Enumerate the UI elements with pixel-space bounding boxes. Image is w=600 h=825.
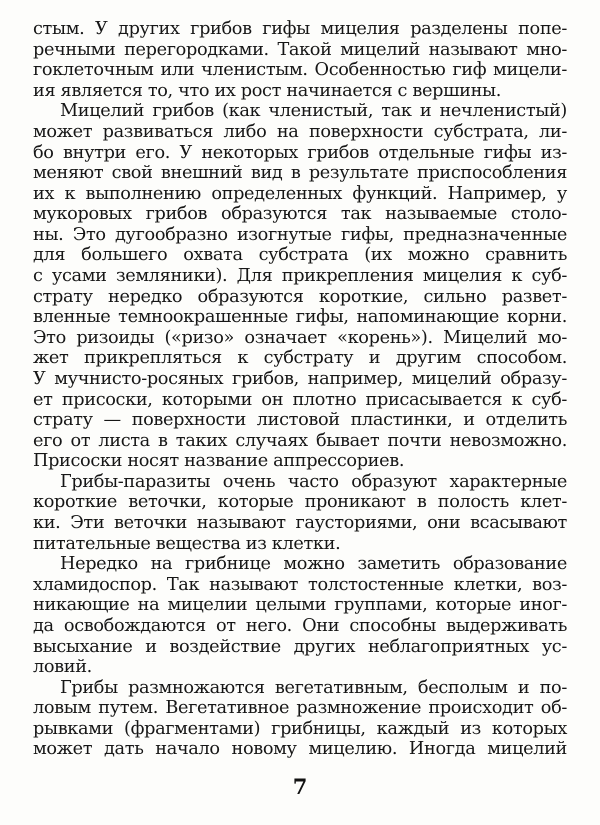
text-line: бо внутри его. У некоторых грибов отдельные гифы из- bbox=[33, 142, 567, 163]
text-line: меняют свой внешний вид в результате приспособления bbox=[33, 163, 567, 184]
paragraph-start-line: Мицелий грибов (как членистый, так и нечленистый) bbox=[60, 101, 567, 122]
page-number: 7 bbox=[292, 774, 308, 799]
text-line: вленные темноокрашенные гифы, напоминающие корни. bbox=[33, 307, 567, 328]
text-line: жет прикрепляться к субстрату и другим способом. bbox=[33, 348, 567, 369]
text-line: питательные вещества из клетки. bbox=[33, 533, 341, 554]
text-line: рывками (фрагментами) грибницы, каждый из которых bbox=[33, 718, 567, 739]
text-line: страту нередко образуются короткие, сильно развет- bbox=[33, 286, 567, 307]
paragraph-start-line: Грибы-паразиты очень часто образуют характерные bbox=[60, 471, 567, 492]
text-line: его от листа в таких случаях бывает почти невозможно. bbox=[33, 430, 567, 451]
text-line: может развиваться либо на поверхности субстрата, ли- bbox=[33, 121, 567, 142]
text-line: стым. У других грибов гифы мицелия разделены попе- bbox=[33, 19, 567, 39]
paragraph-start-line: Грибы размножаются вегетативным, бесполым и по- bbox=[60, 677, 567, 698]
text-line: может дать начало новому мицелию. Иногда мицелий bbox=[33, 739, 567, 760]
text-line: ловий. bbox=[33, 657, 92, 678]
text-line: ет присоски, которыми он плотно присасывается к суб- bbox=[33, 389, 567, 410]
text-line: гоклеточным или членистым. Особенностью гиф мицели- bbox=[33, 60, 567, 81]
text-line: Это ризоиды («ризо» означает «корень»). Мицелий мо- bbox=[33, 327, 567, 348]
text-line: ия является то, что их рост начинается с вершины. bbox=[33, 80, 502, 101]
text-line: мукоровых грибов образуются так называемые столо- bbox=[33, 204, 567, 225]
text-line: У мучнисто-росяных грибов, например, мицелий образу- bbox=[33, 368, 567, 389]
text-line: никающие на мицелии целыми группами, которые иног- bbox=[33, 595, 567, 616]
text-line: короткие веточки, которые проникают в полость клет- bbox=[33, 492, 567, 513]
text-line: Присоски носят название аппрессориев. bbox=[33, 451, 405, 472]
text-line: ны. Это дугообразно изогнутые гифы, предназначенные bbox=[33, 224, 567, 245]
text-line: речными перегородками. Такой мицелий называют мно- bbox=[33, 39, 567, 60]
text-line: хламидоспор. Так называют толстостенные клетки, воз- bbox=[33, 574, 567, 595]
text-line: да освобождаются от него. Они способны выдерживать bbox=[33, 615, 567, 636]
text-line: высыхание и воздействие других неблагоприятных ус- bbox=[33, 636, 567, 657]
paragraph-start-line: Нередко на грибнице можно заметить образование bbox=[60, 554, 567, 575]
text-line: ки. Эти веточки называют гаусториями, они всасывают bbox=[33, 513, 567, 533]
text-line: страту — поверхности листовой пластинки, и отделить bbox=[33, 410, 567, 431]
text-line: для большего охвата субстрата (их можно сравнить bbox=[33, 245, 567, 266]
text-line: ловым путем. Вегетативное размножение происходит об- bbox=[33, 698, 567, 719]
text-line: с усами земляники). Для прикрепления мицелия к суб- bbox=[33, 266, 567, 286]
text-line: их к выполнению определенных функций. Например, у bbox=[33, 183, 567, 204]
